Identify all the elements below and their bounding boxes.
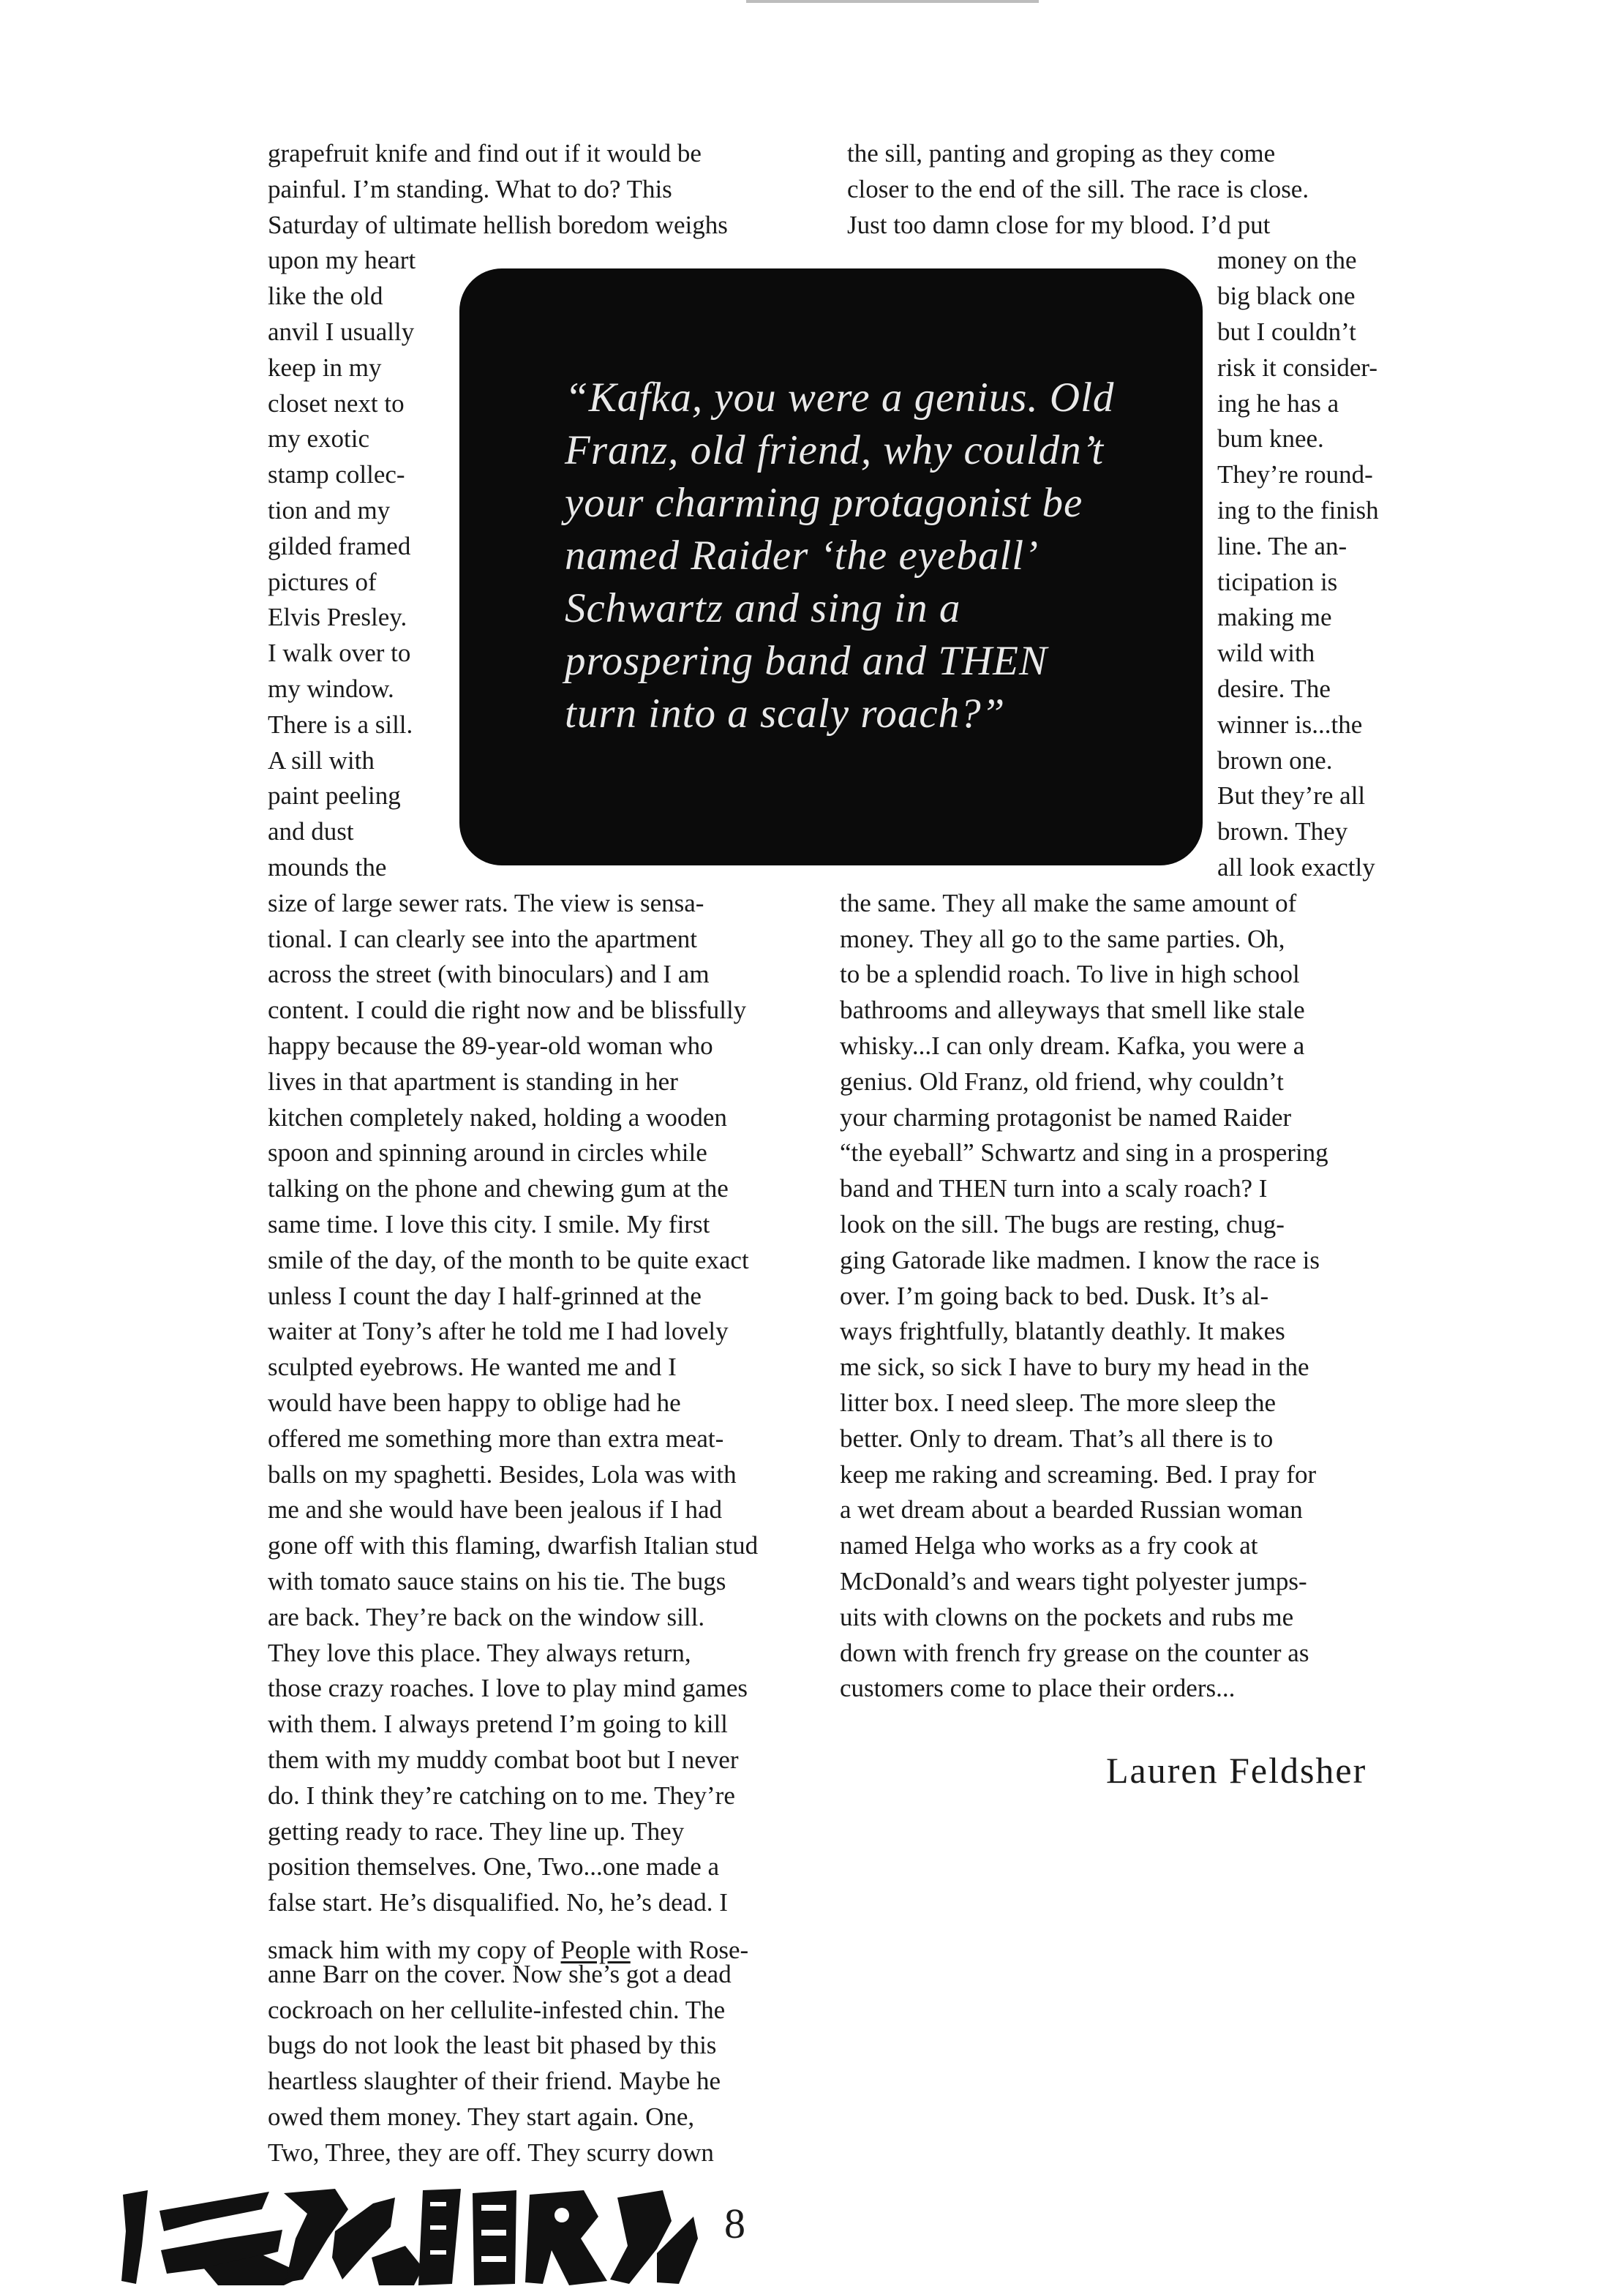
text-line: genius. Old Franz, old friend, why couldn’t	[840, 1067, 1284, 1096]
text-line: heartless slaughter of their friend. Maybe he	[268, 2067, 721, 2096]
text-line: whisky...I can only dream. Kafka, you were a	[840, 1031, 1305, 1060]
text-line: owed them money. They start again. One,	[268, 2102, 695, 2131]
text-line: litter box. I need sleep. The more sleep the	[840, 1388, 1277, 1417]
text-line: customers come to place their orders...	[840, 1674, 1236, 1703]
text-line: ticipation is	[1217, 567, 1338, 596]
top-rule	[746, 0, 1039, 3]
text-line: across the street (with binoculars) and I am	[268, 960, 710, 989]
text-line: I walk over to	[268, 639, 411, 668]
text-line: closet next to	[268, 388, 405, 418]
text-line: anvil I usually	[268, 317, 415, 346]
author-signature: Lauren Feldsher	[1106, 1750, 1367, 1791]
text-line: unless I count the day I half-grinned at the	[268, 1281, 702, 1310]
text-line: same time. I love this city. I smile. My first	[268, 1210, 710, 1239]
text-line: false start. He’s disqualified. No, he’s dead. I	[268, 1888, 728, 1917]
text-line: lives in that apartment is standing in her	[268, 1067, 678, 1096]
text-line: tional. I can clearly see into the apartment	[268, 924, 697, 953]
text-line: bum knee.	[1217, 424, 1324, 454]
text-line: kitchen completely naked, holding a wooden	[268, 1102, 727, 1132]
text-line: painful. I’m standing. What to do? This	[268, 174, 672, 203]
text-line: ing he has a	[1217, 388, 1339, 418]
text-line: do. I think they’re catching on to me. They’re	[268, 1781, 735, 1810]
text-line: pictures of	[268, 567, 377, 596]
text-line: winner is...the	[1217, 710, 1363, 739]
left-column-people-line: smack him with my copy of People with Rose-	[268, 1936, 749, 1964]
text-line: all look exactly	[1217, 853, 1375, 882]
text-line: A sill with	[268, 745, 375, 775]
text-line: and dust	[268, 817, 354, 846]
text-line: Elvis Presley.	[268, 603, 407, 632]
text-line: better. Only to dream. That’s all there is to	[840, 1424, 1274, 1453]
text-line: getting ready to race. They line up. They	[268, 1816, 685, 1846]
text-line: uits with clowns on the pockets and rubs me	[840, 1602, 1294, 1631]
text-line: bathrooms and alleyways that smell like stale	[840, 996, 1305, 1025]
text-line: with them. I always pretend I’m going to kill	[268, 1710, 728, 1739]
text-line: spoon and spinning around in circles while	[268, 1138, 707, 1168]
text-line: grapefruit knife and find out if it would be	[268, 139, 702, 168]
text-line: risk it consider-	[1217, 353, 1377, 382]
text-line: me sick, so sick I have to bury my head in the	[840, 1353, 1309, 1382]
text-line: me and she would have been jealous if I had	[268, 1495, 723, 1525]
text-line: waiter at Tony’s after he told me I had lovely	[268, 1317, 729, 1346]
text-line: but I couldn’t	[1217, 317, 1356, 346]
text-line: band and THEN turn into a scaly roach? I	[840, 1174, 1268, 1203]
text-line: them with my muddy combat boot but I never	[268, 1745, 739, 1774]
pull-quote-line: prospering band and THEN	[565, 638, 1048, 684]
text-line: paint peeling	[268, 781, 401, 811]
text-line: size of large sewer rats. The view is sensa-	[268, 888, 704, 917]
text-line: closer to the end of the sill. The race is close.	[847, 174, 1309, 203]
text-line: They love this place. They always return,	[268, 1638, 691, 1667]
pull-quote-line: your charming protagonist be	[565, 480, 1083, 526]
text-line: making me	[1217, 603, 1332, 632]
text-line: There is a sill.	[268, 710, 413, 739]
text-line: But they’re all	[1217, 781, 1366, 811]
text-line: keep me raking and screaming. Bed. I pray for	[840, 1459, 1317, 1489]
people-magazine-title: People	[560, 1936, 631, 1964]
text-line: “the eyeball” Schwartz and sing in a prospering	[840, 1138, 1328, 1168]
text-line: my window.	[268, 674, 394, 703]
text-line: mounds the	[268, 853, 387, 882]
text-line: smile of the day, of the month to be quite exact	[268, 1245, 749, 1274]
text-line: a wet dream about a bearded Russian woman	[840, 1495, 1303, 1525]
text-line: upon my heart	[268, 246, 416, 275]
text-line: the same. They all make the same amount of	[840, 888, 1297, 917]
text-line: brown one.	[1217, 745, 1333, 775]
text-line: gilded framed	[268, 531, 411, 560]
pull-quote-line: Franz, old friend, why couldn’t	[565, 427, 1105, 473]
pull-quote-line: turn into a scaly roach?”	[565, 691, 1006, 737]
text-line: named Helga who works as a fry cook at	[840, 1531, 1258, 1560]
text-line: to be a splendid roach. To live in high school	[840, 960, 1300, 989]
text-line: talking on the phone and chewing gum at the	[268, 1174, 729, 1203]
text-line: ging Gatorade like madmen. I know the race is	[840, 1245, 1320, 1274]
text-line: bugs do not look the least bit phased by this	[268, 2031, 717, 2060]
pull-quote-line: named Raider ‘the eyeball’	[565, 533, 1040, 579]
text-line: ways frightfully, blatantly deathly. It makes	[840, 1317, 1285, 1346]
text-line: sculpted eyebrows. He wanted me and I	[268, 1353, 677, 1382]
text-line: position themselves. One, Two...one made a	[268, 1852, 720, 1882]
text-line: keep in my	[268, 353, 382, 382]
text-line: your charming protagonist be named Raider	[840, 1102, 1292, 1132]
pull-quote-line: “Kafka, you were a genius. Old	[565, 375, 1115, 421]
text-line: like the old	[268, 282, 383, 311]
text-line: They’re round-	[1217, 460, 1373, 489]
text-line: over. I’m going back to bed. Dusk. It’s al-	[840, 1281, 1269, 1310]
text-line: brown. They	[1217, 817, 1348, 846]
text-line: content. I could die right now and be blissfully	[268, 996, 747, 1025]
text-line: offered me something more than extra meat-	[268, 1424, 724, 1453]
text-line: line. The an-	[1217, 531, 1347, 560]
woodcut-artwork	[116, 2187, 701, 2289]
pull-quote-line: Schwartz and sing in a	[565, 585, 961, 631]
text-line: desire. The	[1217, 674, 1331, 703]
text-line: big black one	[1217, 282, 1356, 311]
text-line: stamp collec-	[268, 460, 405, 489]
text-line: Two, Three, they are off. They scurry down	[268, 2138, 714, 2167]
text-line: down with french fry grease on the counter as	[840, 1638, 1309, 1667]
text-line: money on the	[1217, 246, 1357, 275]
text-line: anne Barr on the cover. Now she’s got a dead	[268, 1959, 732, 1988]
text-line: Just too damn close for my blood. I’d put	[847, 210, 1271, 239]
text-line: gone off with this flaming, dwarfish Italian stud	[268, 1531, 759, 1560]
text-line: ing to the finish	[1217, 496, 1379, 525]
text-line: money. They all go to the same parties. Oh,	[840, 924, 1285, 953]
text-line: are back. They’re back on the window sill.	[268, 1602, 705, 1631]
text-line: happy because the 89-year-old woman who	[268, 1031, 713, 1060]
text-line: those crazy roaches. I love to play mind games	[268, 1674, 748, 1703]
text-line: would have been happy to oblige had he	[268, 1388, 681, 1417]
text-line: Saturday of ultimate hellish boredom weighs	[268, 210, 728, 239]
text-line: wild with	[1217, 639, 1315, 668]
text-line: McDonald’s and wears tight polyester jumps-	[840, 1567, 1307, 1595]
page-number: 8	[724, 2200, 745, 2247]
text-line: balls on my spaghetti. Besides, Lola was with	[268, 1459, 737, 1489]
text-line: look on the sill. The bugs are resting, chug-	[840, 1210, 1285, 1239]
text-line: my exotic	[268, 424, 369, 454]
text-line: tion and my	[268, 496, 391, 525]
text-line: the sill, panting and groping as they come	[847, 139, 1276, 168]
text-line: with tomato sauce stains on his tie. The bugs	[268, 1567, 726, 1595]
text-line: cockroach on her cellulite-infested chin. The	[268, 1995, 726, 2024]
